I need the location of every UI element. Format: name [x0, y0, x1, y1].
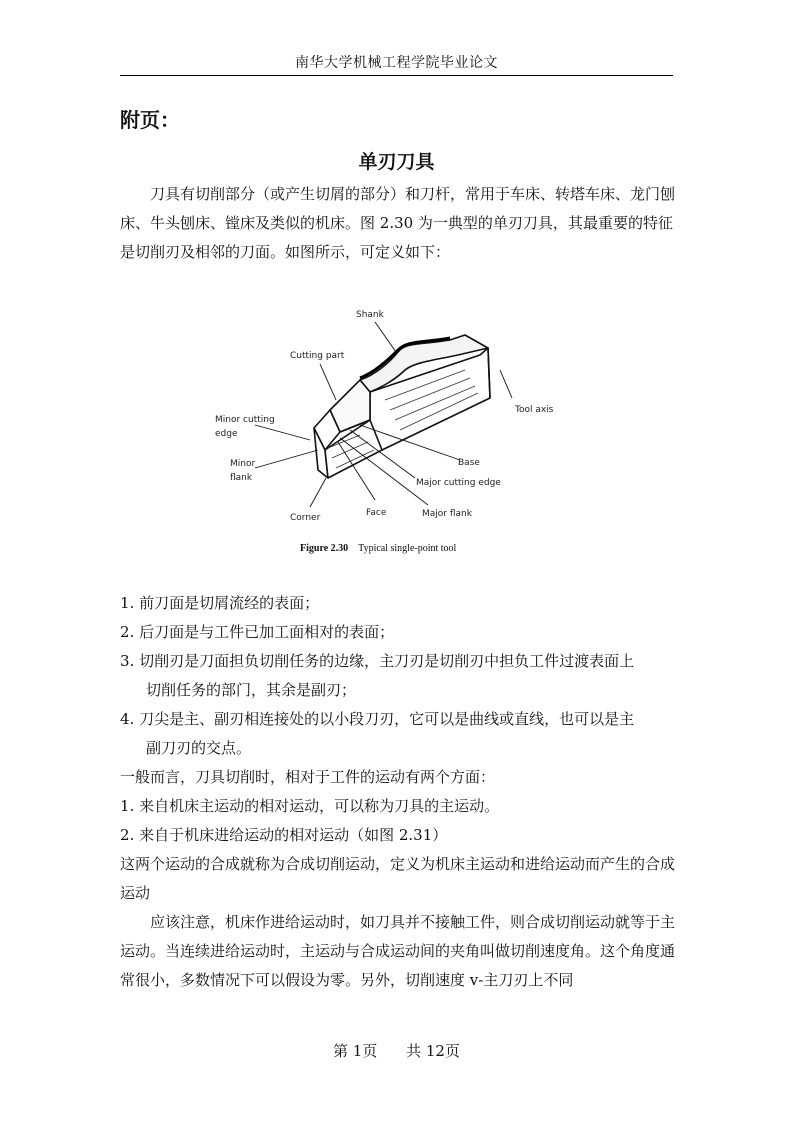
label-shank: Shank [356, 310, 384, 320]
figure-caption [300, 543, 456, 554]
motion-summary: 这两个运动的合成就称为合成切削运动，定义为机床主运动和进给运动而产生的合成运动 [120, 855, 676, 902]
intro-paragraph: 刀具有切削部分（或产生切屑的部分）和刀杆，常用于车床、转塔车床、龙门刨床、牛头刨床、镗床及类似的机床。图 2.30 为一典型的单刃刀具，其最重要的特征是切削刃及相邻的刀面。如图所示，可定义如下： [120, 185, 676, 261]
label-tool-axis: Tool axis [515, 405, 554, 415]
motion-intro: 一般而言，刀具切削时，相对于工件的运动有两个方面： [120, 768, 496, 786]
label-minor-flank-1: Minor [230, 459, 256, 469]
section-title: 单刃刀具 [358, 151, 435, 173]
figure-caption-text: Typical single-point tool [358, 543, 457, 554]
page-header: 南华大学机械工程学院毕业论文 [295, 55, 498, 71]
label-minor-flank-2: flank [230, 473, 253, 483]
motion-note: 应该注意，机床作进给运动时，如刀具并不接触工件，则合成切削运动就等于主运动。当连续进给运动时，主运动与合成运动间的夹角叫做切削速度角。这个角度通常很小，多数情况下可以假设为零。另外，切削速度 v-主刀刃上不同 [120, 913, 676, 989]
definition-item-3-line-2: 切削任务的部门，其余是副刃； [146, 681, 357, 699]
appendix-label: 附页： [120, 108, 180, 132]
label-minor-cutting-edge-1: Minor cutting [215, 415, 275, 425]
single-point-tool-diagram [210, 300, 554, 532]
label-base: Base [458, 458, 480, 468]
definition-item-4-line-1: 4. 刀尖是主、副刃相连接处的以小段刀刃，它可以是曲线或直线，也可以是主 [120, 710, 635, 728]
definition-item-1: 1. 前刀面是切屑流经的表面； [120, 594, 320, 612]
label-cutting-part: Cutting part [290, 351, 345, 361]
label-minor-cutting-edge-2: edge [215, 429, 238, 439]
label-corner: Corner [290, 513, 321, 523]
definition-item-4-line-2: 副刀刃的交点。 [146, 739, 252, 757]
page-total: 共 12页 [406, 1042, 460, 1060]
motion-item-1: 1. 来自机床主运动的相对运动，可以称为刀具的主运动。 [120, 797, 500, 815]
figure-number: Figure 2.30 [300, 543, 349, 554]
motion-item-2: 2. 来自于机床进给运动的相对运动（如图 2.31） [120, 826, 448, 844]
label-face: Face [366, 508, 387, 518]
label-major-cutting-edge: Major cutting edge [416, 478, 501, 488]
header-rule [120, 75, 673, 76]
definition-item-2: 2. 后刀面是与工件已加工面相对的表面； [120, 623, 395, 641]
page-footer [0, 1040, 793, 1061]
tool-figure [210, 300, 554, 532]
label-major-flank: Major flank [422, 509, 472, 519]
page-number: 第 1页 [333, 1042, 378, 1060]
definition-item-3-line-1: 3. 切削刃是刀面担负切削任务的边缘，主刀刃是切削刃中担负工件过渡表面上 [120, 652, 635, 670]
